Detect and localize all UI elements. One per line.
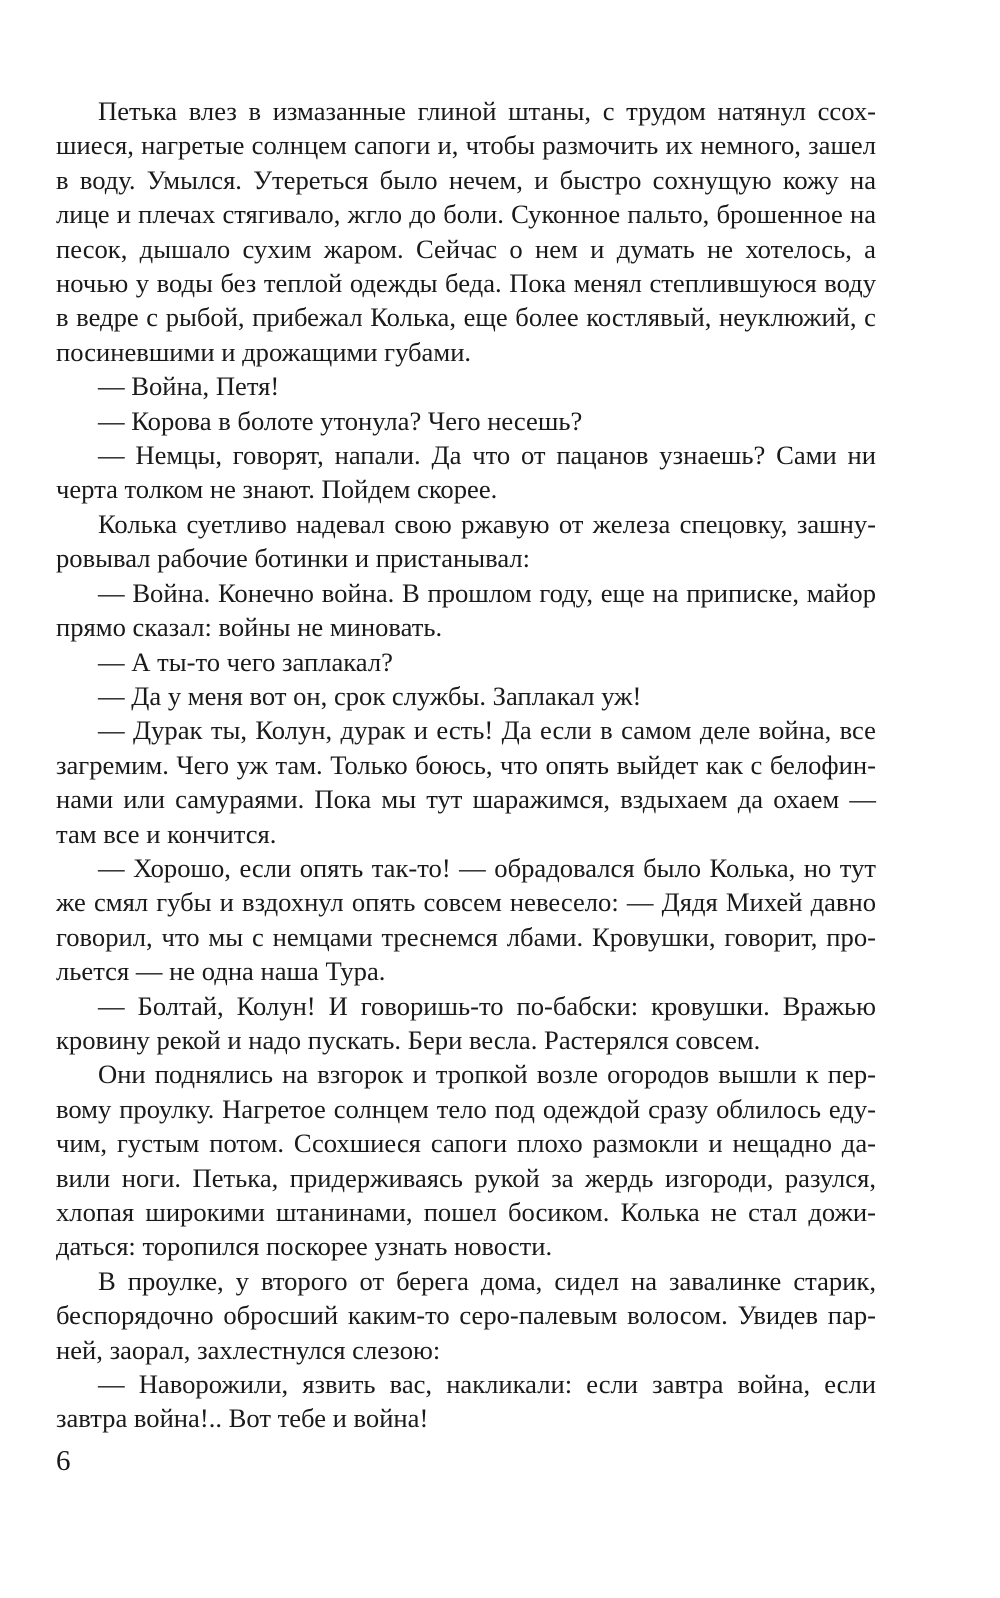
paragraph: Колька суетливо надевал свою ржавую от железа спецовку, зашнуровывал рабочие ботинки и пристанывал: — [56, 508, 876, 574]
paragraph: — А ты-то чего заплакал? — [98, 646, 393, 677]
paragraph: — Корова в болоте утонула? Чего несешь? — [98, 405, 583, 436]
paragraph: — Хорошо, если опять так-то! — обрадовался было Колька, но тут же смял губы и вздохнул опять совсем невесело: — Дядя Михей давно говорил, что мы с немцами треснемся лбами. Кровушки, говорит, прольется — не одна наша Тура. — [56, 852, 876, 987]
paragraph: — Война. Конечно война. В прошлом году, еще на приписке, майор прямо сказал: войны не миновать. — [56, 577, 876, 643]
paragraph: — Война, Петя! — [98, 371, 280, 402]
paragraph: В проулке, у второго от берега дома, сидел на завалинке старик, беспорядочно обросший каким-то серо-палевым волосом. Увидев парней, заорал, захлестнулся слезою: — [56, 1265, 876, 1365]
paragraph: Они поднялись на взгорок и тропкой возле огородов вышли к первому проулку. Нагретое солнцем тело под одеждой сразу облилось едучим, густым потом. Ссохшиеся сапоги плохо размокли и нещадно давили ноги. Петька, придерживаясь рукой за жердь изгороди, разулся, хлопая широкими штанинами, пошел босиком. Колька не стал дожидаться: торопился поскорее узнать новости. — [56, 1059, 876, 1262]
page-number: 6 — [56, 1445, 71, 1477]
paragraph: — Да у меня вот он, срок службы. Заплакал уж! — [98, 680, 642, 711]
paragraph: — Дурак ты, Колун, дурак и есть! Да если в самом деле война, все загремим. Чего уж там. Только боюсь, что опять выйдет как с белофиннами или самураями. Пока мы тут шаражимся, вздыхаем да охаем — там все и кончится. — [56, 715, 876, 849]
body-text — [56, 94, 876, 1436]
paragraph: Петька влез в измазанные глиной штаны, с трудом натянул ссохшиеся, нагретые солнцем сапоги и, чтобы размочить их немного, зашел в воду. Умылся. Утереться было нечем, и быстро сохнущую кожу на лице и плечах стягивало, жгло до боли. Суконное пальто, брошенное на песок, дышало сухим жаром. Сейчас о нем и думать не хотелось, а ночью у воды без теплой одежды беда. Пока менял степлившуюся воду в ведре с рыбой, прибежал Колька, еще более костлявый, неуклюжий, с посиневшими и дрожащими губами. — [56, 96, 876, 367]
paragraph: — Болтай, Колун! И говоришь-то по-бабски: кровушки. Вражью кровину рекой и надо пускать. Бери весла. Растерялся совсем. — [56, 990, 876, 1055]
paragraph: — Немцы, говорят, напали. Да что от пацанов узнаешь? Сами ни черта толком не знают. Пойдем скорее. — [56, 440, 876, 505]
paragraph: — Наворожили, язвить вас, накликали: если завтра война, если завтра война!.. Вот тебе и война! — [56, 1369, 876, 1434]
